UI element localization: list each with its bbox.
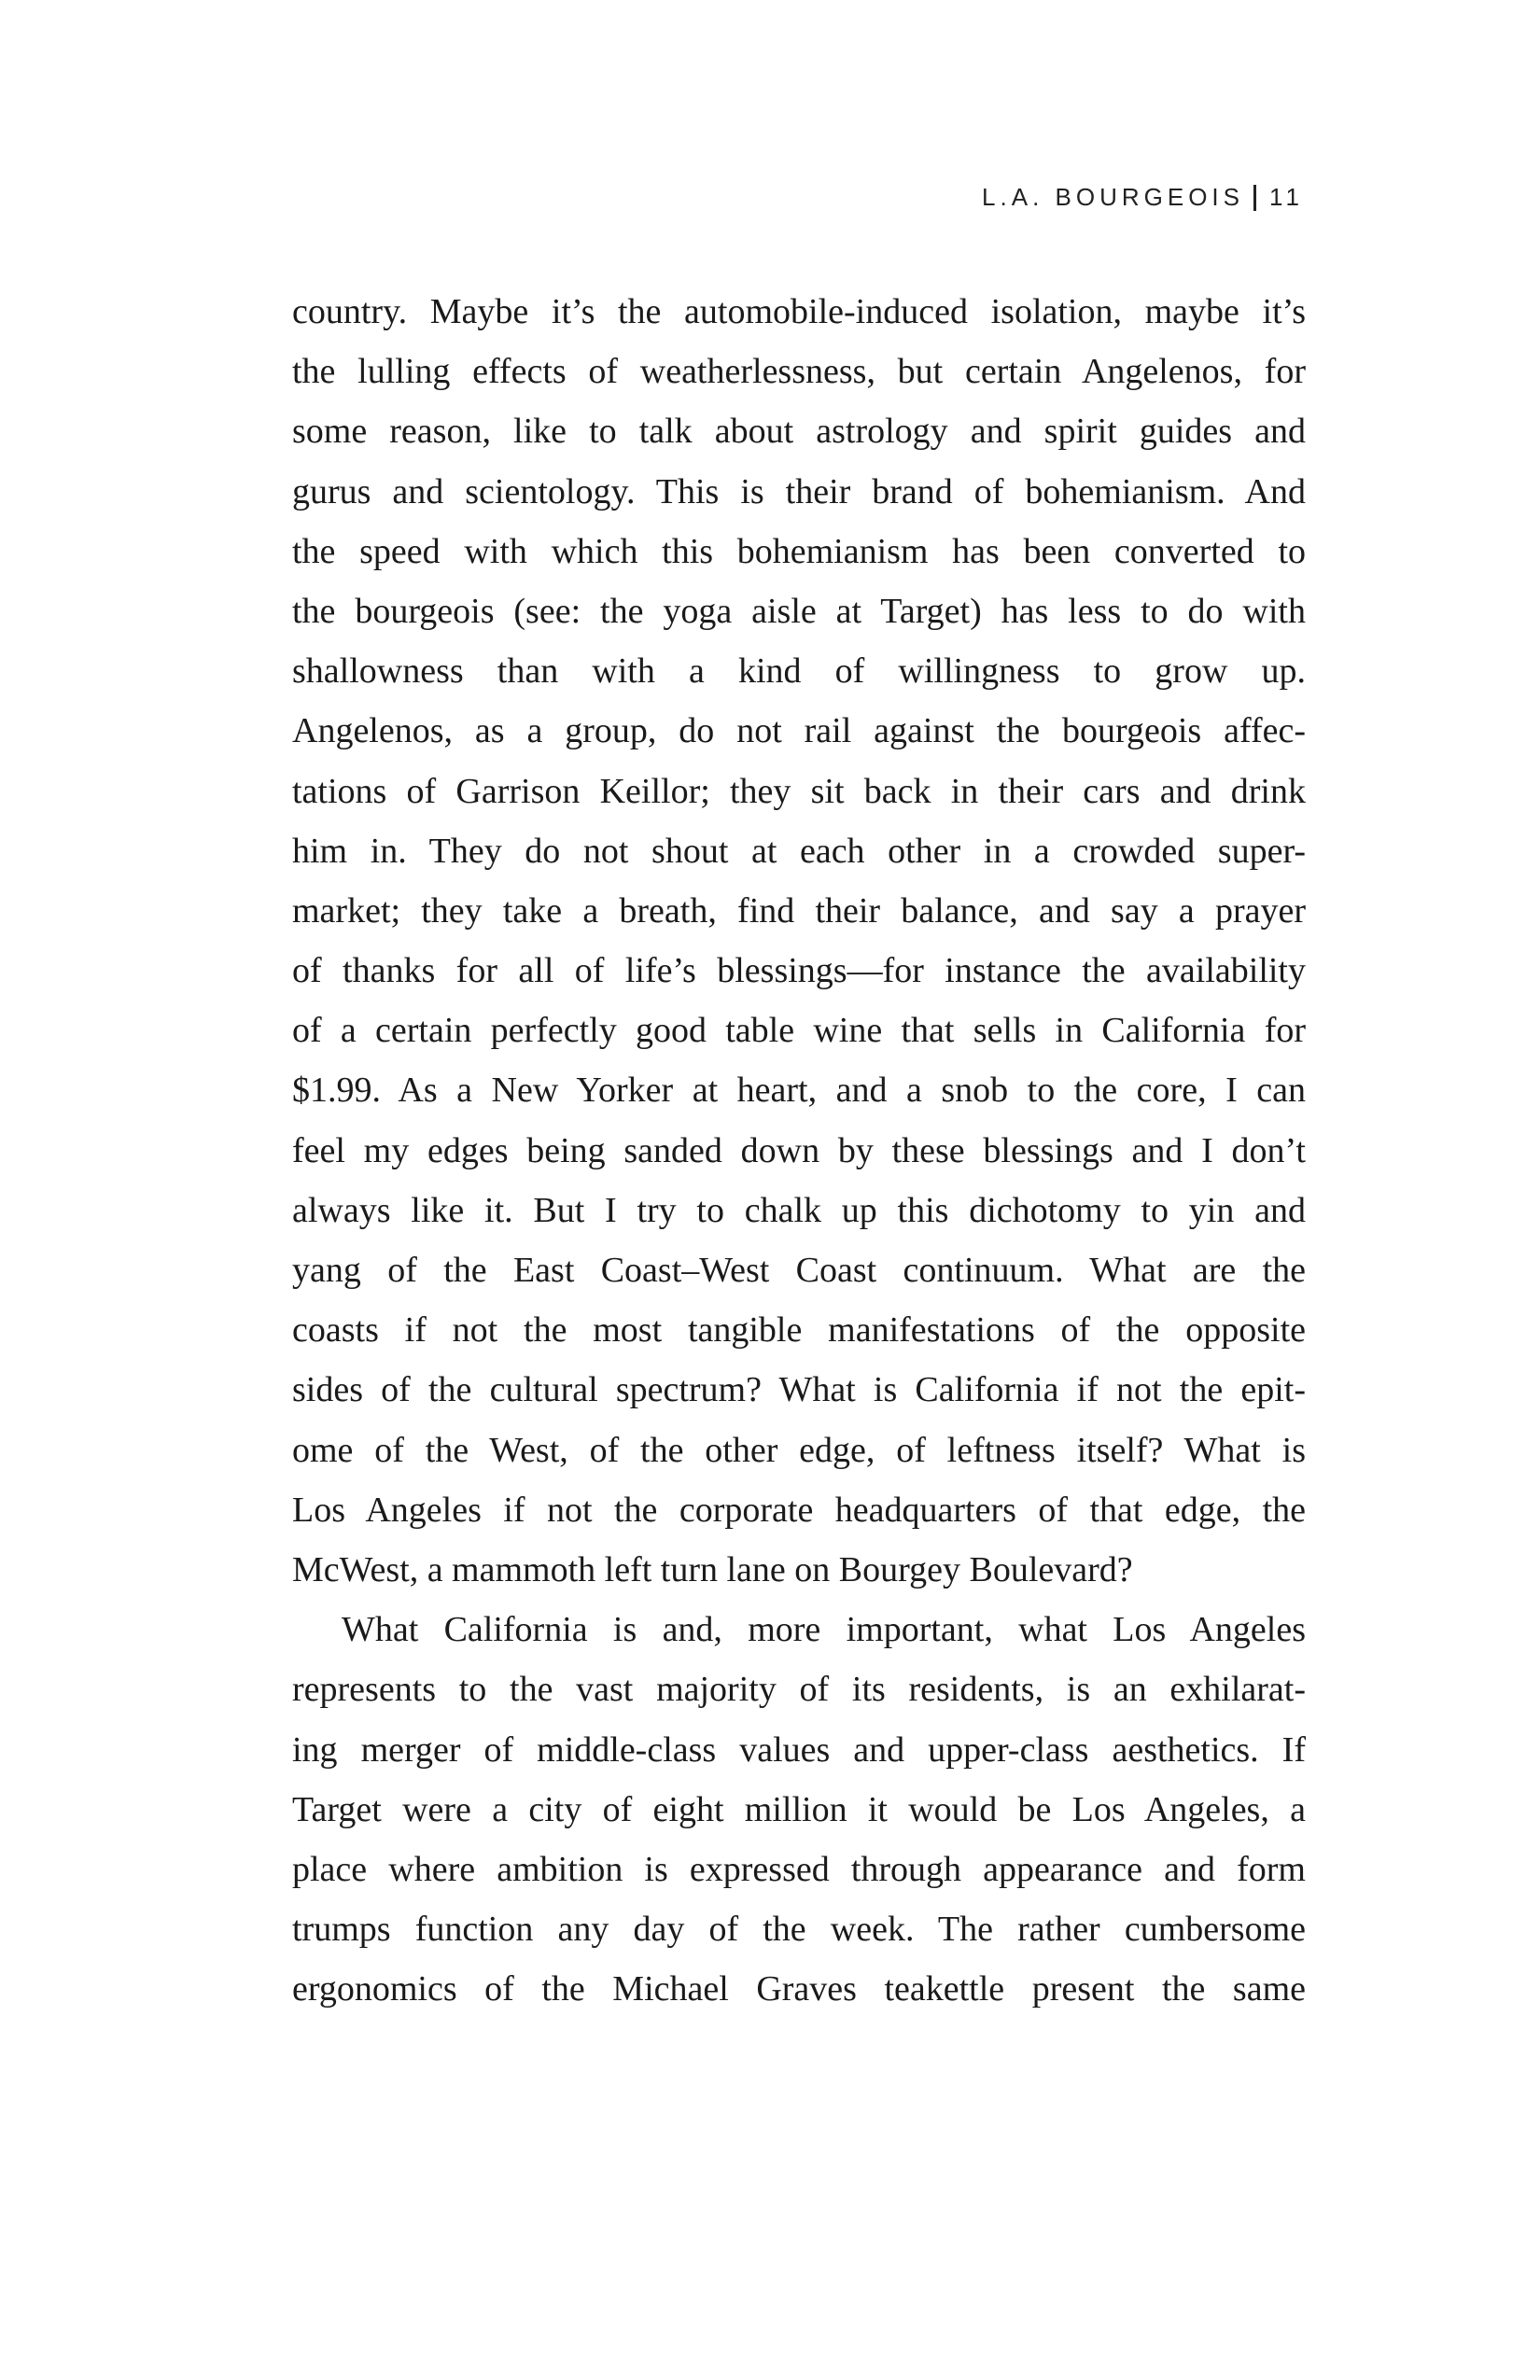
text-line: him in. They do not shout at each other in a crowded super- (292, 831, 1306, 871)
text-line: represents to the vast majority of its residents, is an exhilarat- (292, 1670, 1306, 1710)
page-number: 11 (1269, 183, 1304, 211)
text-line: always like it. But I try to chalk up this dichotomy to yin and (292, 1190, 1306, 1230)
text-line: ome of the West, of the other edge, of leftness itself? What is (292, 1430, 1306, 1470)
text-line: the bourgeois (see: the yoga aisle at Target) has less to do with (292, 591, 1306, 631)
body-text (292, 282, 1306, 2019)
text-line: the lulling effects of weatherlessness, but certain Angelenos, for (292, 352, 1306, 392)
text-line: What California is and, more important, what Los Angeles (342, 1610, 1306, 1650)
text-line: of a certain perfectly good table wine that sells in California for (292, 1011, 1306, 1051)
text-line: place where ambition is expressed through appearance and form (292, 1849, 1306, 1889)
text-line: Angelenos, as a group, do not rail against the bourgeois affec- (292, 711, 1306, 751)
text-line: of thanks for all of life’s blessings—for instance the availability (292, 951, 1306, 991)
text-line: Los Angeles if not the corporate headquarters of that edge, the (292, 1490, 1306, 1530)
text-line: ing merger of middle-class values and upper-class aesthetics. If (292, 1729, 1306, 1770)
text-line: shallowness than with a kind of willingness to grow up. (292, 651, 1306, 692)
running-head-title: L.A. BOURGEOIS (982, 183, 1244, 211)
running-head (982, 183, 1304, 212)
text-line: coasts if not the most tangible manifestations of the opposite (292, 1310, 1306, 1351)
text-line: gurus and scientology. This is their brand of bohemianism. And (292, 471, 1306, 511)
text-line: ergonomics of the Michael Graves teakettle present the same (292, 1969, 1306, 2009)
running-head-divider (1253, 185, 1256, 211)
text-line: yang of the East Coast–West Coast continuum. What are the (292, 1251, 1306, 1290)
text-line: feel my edges being sanded down by these blessings and I don’t (292, 1130, 1306, 1170)
text-line: McWest, a mammoth left turn lane on Bourgey Boulevard? (292, 1549, 1133, 1589)
text-line: Target were a city of eight million it would be Los Angeles, a (292, 1789, 1306, 1829)
text-line: sides of the cultural spectrum? What is California if not the epit- (292, 1370, 1306, 1410)
text-line: some reason, like to talk about astrology and spirit guides and (292, 412, 1306, 452)
text-line: $1.99. As a New Yorker at heart, and a snob to the core, I can (292, 1071, 1306, 1111)
text-line: tations of Garrison Keillor; they sit back in their cars and drink (292, 771, 1306, 811)
text-line: market; they take a breath, find their balance, and say a prayer (292, 890, 1306, 931)
text-line: the speed with which this bohemianism has been converted to (292, 531, 1306, 571)
text-line: country. Maybe it’s the automobile-induced isolation, maybe it’s (292, 292, 1306, 331)
text-line: trumps function any day of the week. The rather cumbersome (292, 1910, 1306, 1950)
